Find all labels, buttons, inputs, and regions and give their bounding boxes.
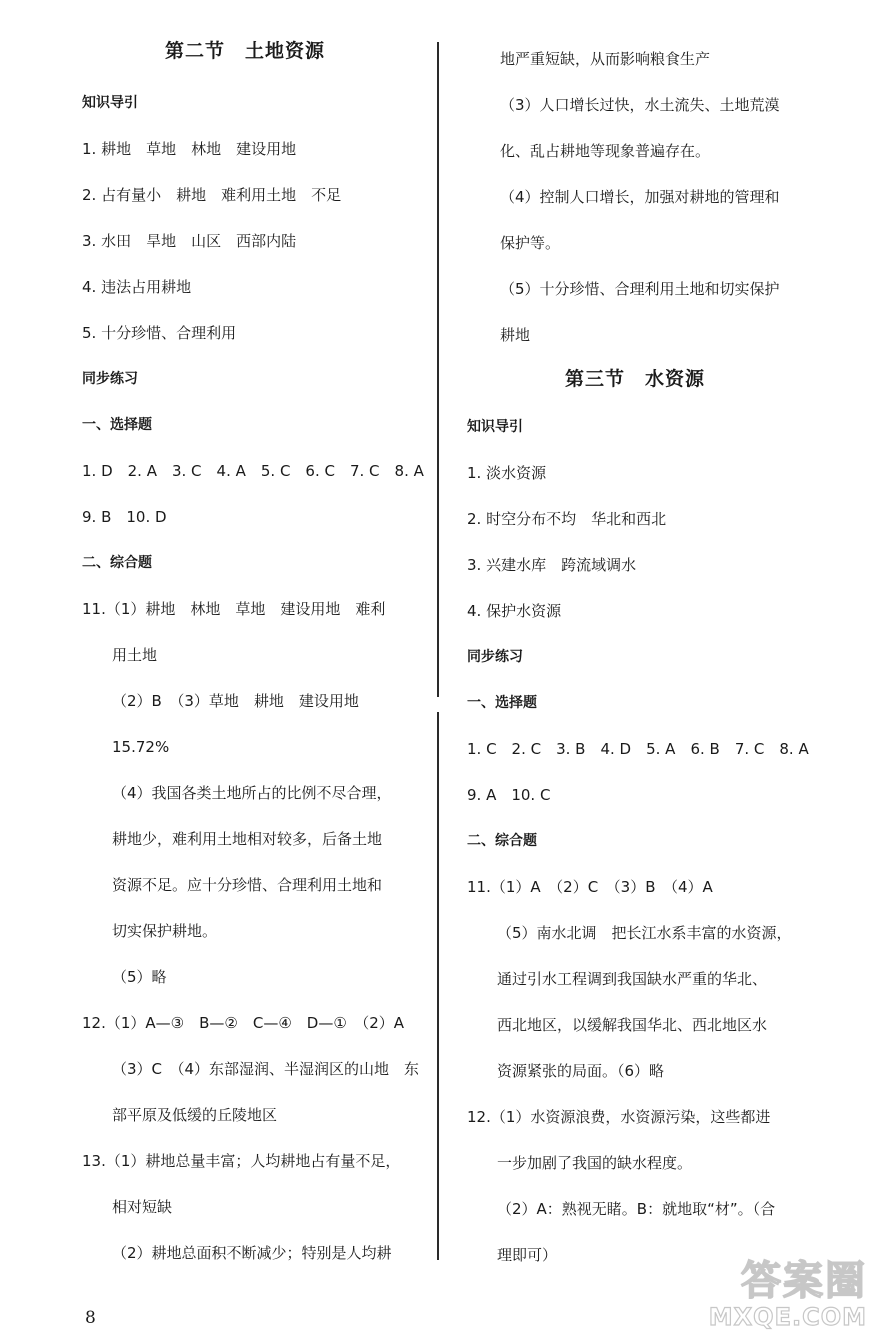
answer-line: 9. B 10. D bbox=[82, 508, 167, 526]
text-line: 3. 水田 旱地 山区 西部内陆 bbox=[82, 232, 297, 250]
text-line: （4）我国各类土地所占的比例不尽合理， bbox=[112, 784, 392, 802]
text-line: 13.（1）耕地总量丰富；人均耕地占有量不足， bbox=[82, 1152, 401, 1170]
text-line: （3）C （4）东部湿润、半湿润区的山地 东 bbox=[112, 1060, 420, 1078]
text-line: 资源紧张的局面。（6）略 bbox=[497, 1062, 665, 1080]
subheading: 知识导引 bbox=[467, 419, 523, 435]
text-line: 5. 十分珍惜、合理利用 bbox=[82, 324, 237, 342]
text-line: 11.（1）耕地 林地 草地 建设用地 难利 bbox=[82, 600, 386, 618]
answer-line: 1. C 2. C 3. B 4. D 5. A 6. B 7. C 8. A bbox=[467, 740, 809, 758]
text-line: 耕地少，难利用土地相对较多，后备土地 bbox=[112, 830, 383, 848]
subheading: 二、综合题 bbox=[467, 833, 537, 849]
text-line: 4. 保护水资源 bbox=[467, 602, 562, 620]
text-line: 化、乱占耕地等现象普遍存在。 bbox=[500, 142, 711, 160]
text-line: （2）A：熟视无睹。B：就地取“材”。（合 bbox=[497, 1200, 776, 1218]
section-title: 第二节 土地资源 bbox=[165, 40, 326, 62]
text-line: （2）耕地总面积不断减少；特别是人均耕 bbox=[112, 1244, 392, 1262]
watermark-url: MXQE.COM bbox=[708, 1303, 867, 1331]
subheading: 同步练习 bbox=[467, 649, 523, 665]
text-line: （4）控制人口增长，加强对耕地的管理和 bbox=[500, 188, 780, 206]
text-line: 地严重短缺，从而影响粮食生产 bbox=[500, 50, 711, 68]
text-line: 耕地 bbox=[500, 326, 531, 344]
text-line: （5）略 bbox=[112, 968, 167, 986]
text-line: （2）B （3）草地 耕地 建设用地 bbox=[112, 692, 359, 710]
text-line: 15.72% bbox=[112, 738, 170, 756]
page-number: 8 bbox=[85, 1308, 96, 1328]
text-line: （5）南水北调 把长江水系丰富的水资源， bbox=[497, 924, 792, 942]
text-line: 相对短缺 bbox=[112, 1198, 173, 1216]
text-line: 切实保护耕地。 bbox=[112, 922, 218, 940]
text-line: 资源不足。应十分珍惜、合理利用土地和 bbox=[112, 876, 383, 894]
text-line: 西北地区，以缓解我国华北、西北地区水 bbox=[497, 1016, 768, 1034]
subheading: 同步练习 bbox=[82, 371, 138, 387]
text-line: 11.（1）A （2）C （3）B （4）A bbox=[467, 878, 713, 896]
text-line: 保护等。 bbox=[500, 234, 561, 252]
section-title: 第三节 水资源 bbox=[565, 368, 706, 390]
subheading: 一、选择题 bbox=[82, 417, 152, 433]
text-line: 12.（1）水资源浪费，水资源污染，这些都进 bbox=[467, 1108, 771, 1126]
text-line: 用土地 bbox=[112, 646, 158, 664]
text-line: 1. 淡水资源 bbox=[467, 464, 547, 482]
text-line: （3）人口增长过快，水土流失、土地荒漠 bbox=[500, 96, 780, 114]
text-line: （5）十分珍惜、合理利用土地和切实保护 bbox=[500, 280, 780, 298]
watermark-logo: 答案圈 bbox=[741, 1257, 867, 1304]
text-line: 通过引水工程调到我国缺水严重的华北、 bbox=[497, 970, 768, 988]
text-line: 一步加剧了我国的缺水程度。 bbox=[497, 1154, 693, 1172]
subheading: 一、选择题 bbox=[467, 695, 537, 711]
column-divider bbox=[437, 712, 439, 1260]
subheading: 二、综合题 bbox=[82, 555, 152, 571]
text-line: 12.（1）A—③ B—② C—④ D—① （2）A bbox=[82, 1014, 405, 1032]
subheading: 知识导引 bbox=[82, 95, 138, 111]
column-divider bbox=[437, 42, 439, 697]
text-line: 1. 耕地 草地 林地 建设用地 bbox=[82, 140, 297, 158]
text-line: 部平原及低缓的丘陵地区 bbox=[112, 1106, 278, 1124]
text-line: 理即可） bbox=[497, 1246, 558, 1264]
answer-line: 1. D 2. A 3. C 4. A 5. C 6. C 7. C 8. A bbox=[82, 462, 424, 480]
text-line: 4. 违法占用耕地 bbox=[82, 278, 192, 296]
watermark bbox=[709, 1259, 867, 1331]
text-line: 3. 兴建水库 跨流域调水 bbox=[467, 556, 637, 574]
text-line: 2. 时空分布不均 华北和西北 bbox=[467, 510, 667, 528]
text-line: 2. 占有量小 耕地 难利用土地 不足 bbox=[82, 186, 342, 204]
answer-line: 9. A 10. C bbox=[467, 786, 551, 804]
